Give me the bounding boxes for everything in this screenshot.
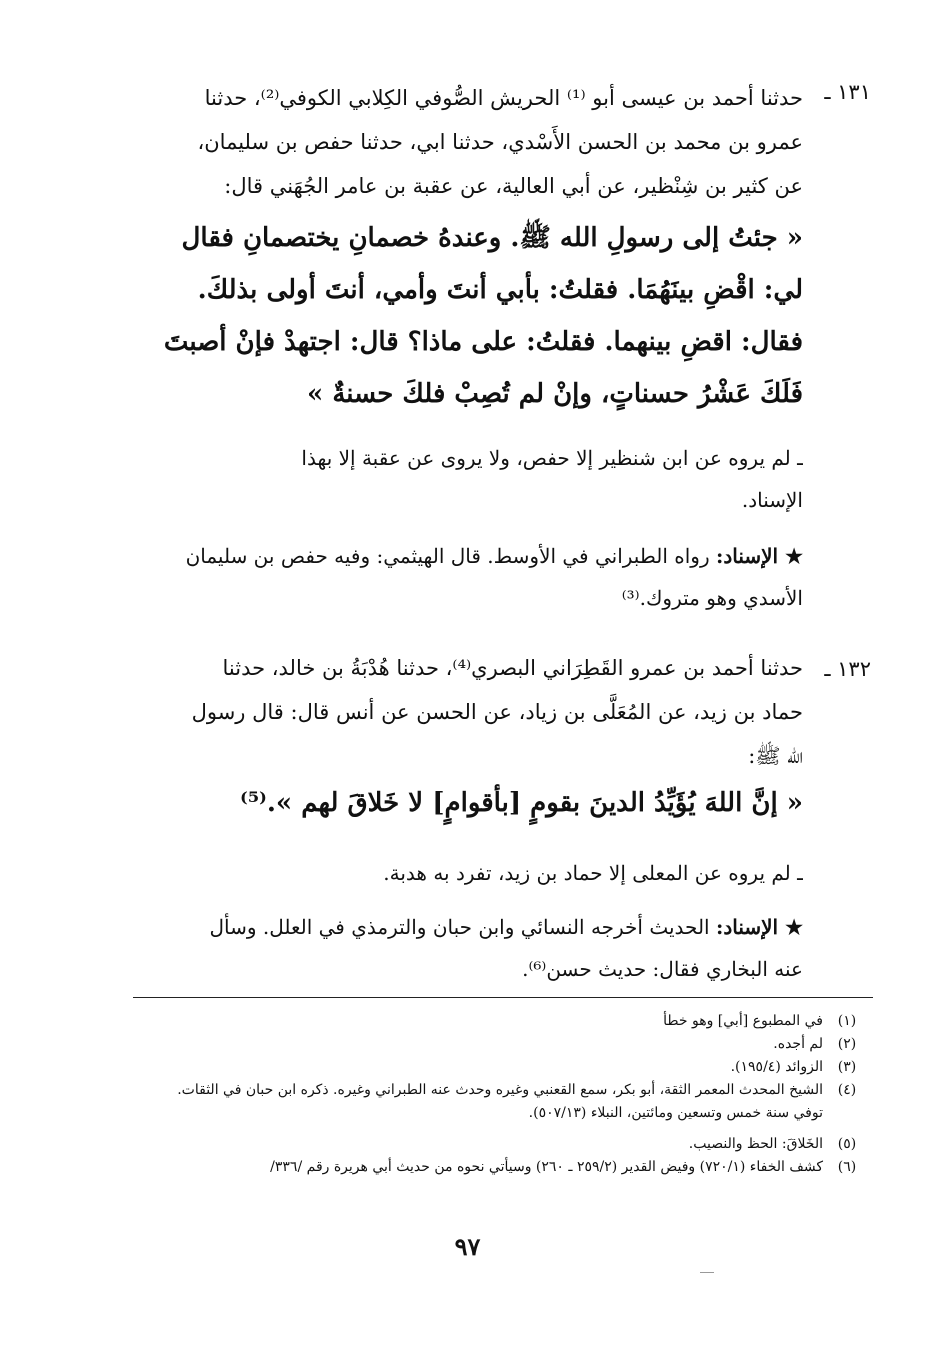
footnote-text: في المطبوع [أبي] وهو خطأ	[663, 1013, 823, 1029]
footnote-item	[61, 1133, 871, 1156]
footnote-number: (١)	[837, 1013, 857, 1029]
entry-number: ١٣٢ ـ	[824, 657, 871, 681]
assessment-line: الأسدي وهو متروك.⁽³⁾	[621, 586, 803, 610]
hadith-line: فقال: اقضِ بينهما. فقلتُ: على ماذا؟ قال: اجتهدْ فإنْ أصبتَ	[163, 327, 803, 357]
footnote-text: كشف الخفاء (٧٢٠/١) وفيض القدير (٢٥٩/٢ ـ ٢٦٠) وسيأتي نحوه من حديث أبي هريرة رقم /٣٣٦/	[270, 1159, 823, 1175]
scan-mark	[700, 1272, 714, 1273]
assessment-line: عنه البخاري فقال: حديث حسن⁽⁶⁾.	[522, 957, 803, 981]
isnad-line: الله ﷺ:	[748, 744, 803, 768]
footnote-text: لم أجده.	[773, 1036, 823, 1052]
entry-number: ١٣١ ـ	[824, 80, 871, 104]
footnotes	[61, 1010, 871, 1179]
footnote-text: توفي سنة خمس وتسعين ومائتين، النبلاء (٥٠٧/١٣).	[528, 1105, 823, 1121]
isnad-line: عمرو بن محمد بن الحسن الأَسْدي، حدثنا ابي، حدثنا حفص بن سليمان،	[197, 130, 803, 154]
footnote-number: (٦)	[837, 1159, 857, 1175]
isnad-line: عن كثير بن شِنْظير، عن أبي العالية، عن عقبة بن عامر الجُهَني قال:	[224, 174, 803, 198]
footnote-item	[61, 1033, 871, 1056]
footnote-number: (٤)	[837, 1082, 857, 1098]
footnote-number: (٥)	[837, 1136, 857, 1152]
isnad-label: ★ الإسناد:	[715, 544, 803, 568]
footnote-text: الزوائد (١٩٥/٤).	[730, 1059, 823, 1075]
footnote-text: الخَلاقَ: الحظ والنصيب.	[688, 1136, 823, 1152]
assessment-line: رواه الطبراني في الأوسط. قال الهيثمي: وفيه حفص بن سليمان	[185, 544, 710, 568]
hadith-line: لي: اقْضِ بينَهُمَا. فقلتُ: بأبي أنتَ وأمي، أنتَ أولى بذلكَ.	[197, 275, 803, 305]
footnote-item	[61, 1010, 871, 1033]
hadith-line: فَلَكَ عَشْرُ حسناتٍ، وإنْ لم تُصِبْ فلكَ حسنةٌ »	[307, 379, 803, 409]
hadith-text	[128, 212, 803, 420]
footnote-number: (٣)	[837, 1059, 857, 1075]
hadith-text	[128, 777, 803, 829]
note-line: ـ لم يروه عن المعلى إلا حماد بن زيد، تفرد به هدبة.	[383, 861, 803, 885]
narration-note	[128, 852, 803, 894]
footnote-number: (٢)	[837, 1036, 857, 1052]
assessment-line: الحديث أخرجه النسائي وابن حبان والترمذي في العلل. وسأل	[209, 915, 710, 939]
isnad-assessment	[128, 906, 803, 990]
isnad-assessment	[128, 535, 803, 619]
isnad-label: ★ الإسناد:	[715, 915, 803, 939]
page-number: ٩٧	[454, 1232, 481, 1261]
note-line: ـ لم يروه عن ابن شنظير إلا حفص، ولا يروى عن عقبة إلا بهذا	[301, 446, 803, 470]
footnote-item	[61, 1079, 871, 1125]
hadith-line: « جئتُ إلى رسولِ الله ﷺ. وعندهُ خصمانِ يختصمانِ فقال	[181, 223, 803, 253]
footnote-item	[61, 1156, 871, 1179]
isnad-chain	[123, 646, 803, 778]
isnad-line: حماد بن زيد، عن المُعَلَّى بن زياد، عن الحسن عن أنس قال: قال رسول	[191, 700, 803, 724]
isnad-line: حدثنا أحمد بن عمرو القَطِرَاني البصري⁽⁴⁾، حدثنا هُدْبَةُ بن خالد، حدثنا	[222, 656, 803, 680]
footnote-divider	[133, 997, 873, 998]
isnad-chain	[123, 76, 803, 208]
note-line: الإسناد.	[741, 488, 803, 512]
footnote-item	[61, 1056, 871, 1079]
narration-note	[128, 437, 803, 521]
hadith-line: « إنَّ اللهَ يُؤَيِّدُ الدينَ بقومٍ [بأقوامٍ] لا خَلاقَ لهم ».⁽⁵⁾	[240, 788, 803, 818]
footnote-text: الشيخ المحدث المعمر الثقة، أبو بكر، سمع القعنبي وغيره وحدث عنه الطبراني وغيره. ذكره ابن حبان في الثقات.	[177, 1082, 823, 1098]
isnad-line: حدثنا أحمد بن عيسى أبو ⁽¹⁾ الحريش الصُّوفي الكِلابي الكوفي⁽²⁾، حدثنا	[204, 86, 803, 110]
